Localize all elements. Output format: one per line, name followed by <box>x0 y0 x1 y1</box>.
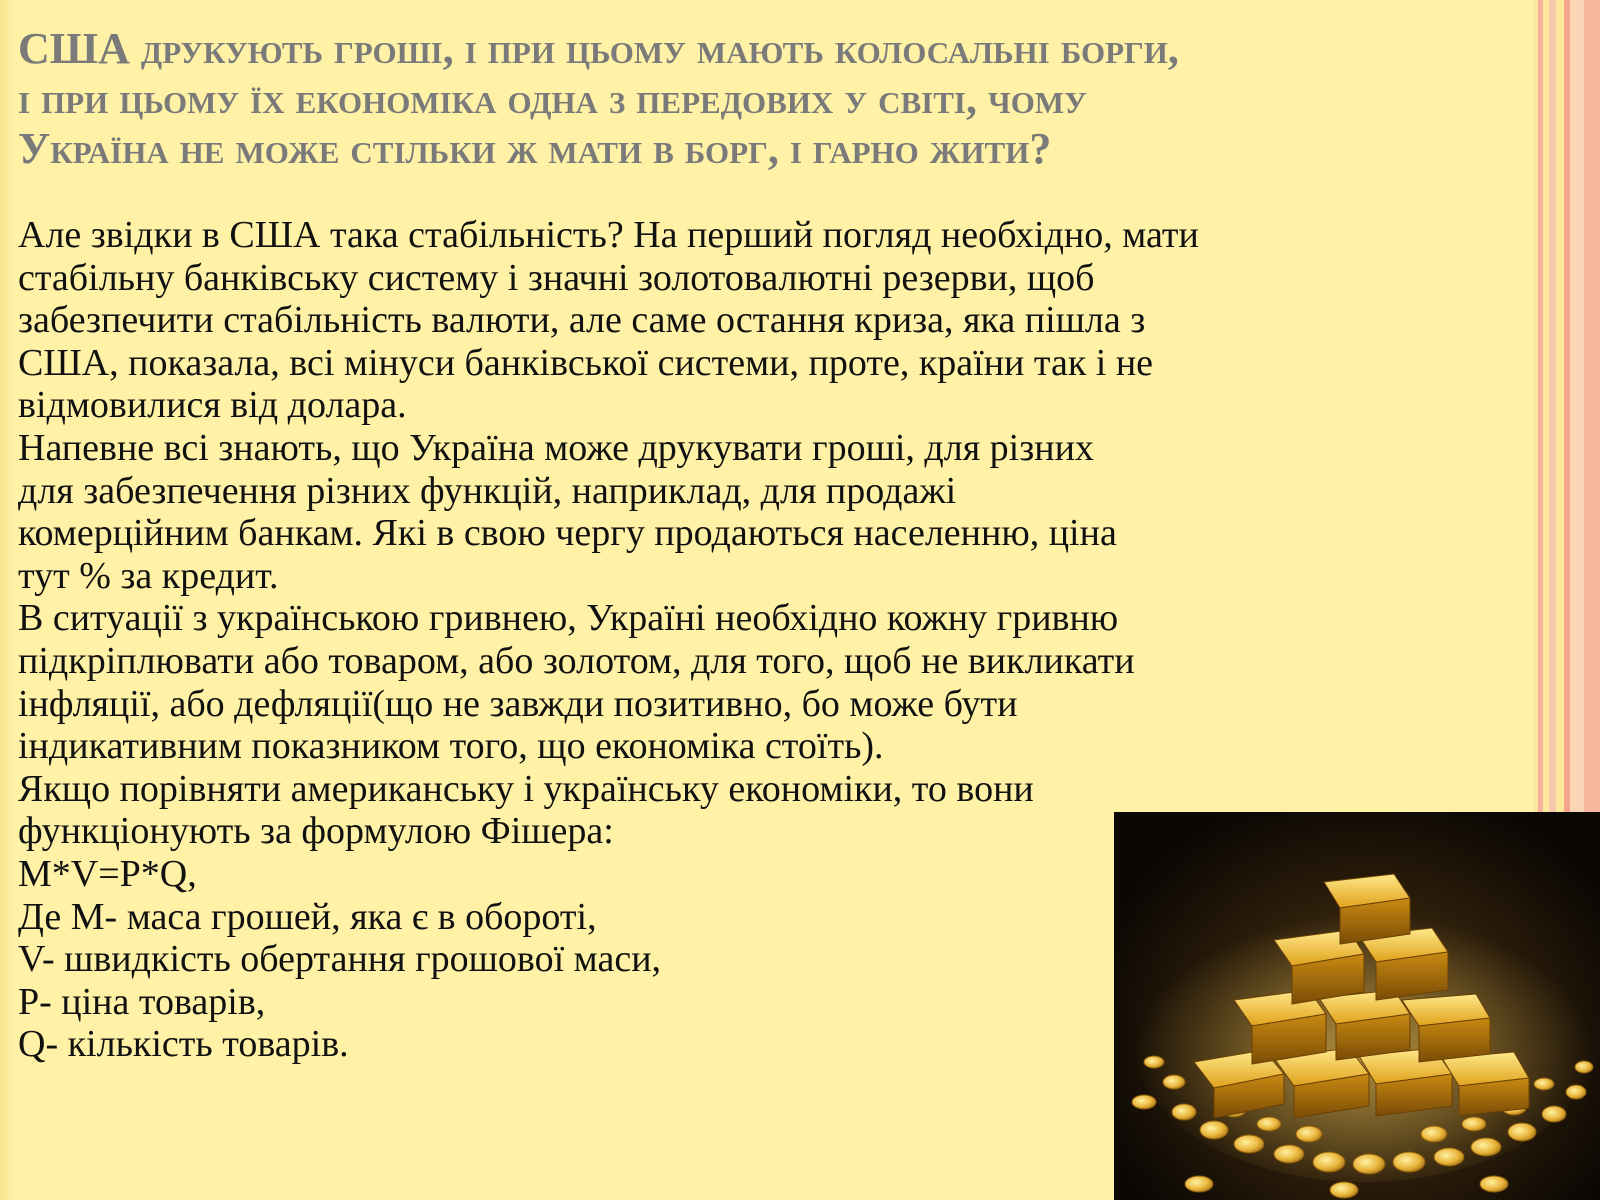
left-border-stripe <box>0 0 16 1200</box>
body-line: забезпечити стабільність валюти, але саме остання криза, яка пішла з <box>18 299 1146 342</box>
body-line: функціонують за формулою Фішера: <box>18 810 614 853</box>
formula-definition: P- ціна товарів, <box>18 980 266 1023</box>
title-line: США друкують гроші, і при цьому мають колосальні борги, <box>18 24 1179 73</box>
body-line: США, показала, всі мінуси банківської системи, проте, країни так і не <box>18 341 1154 384</box>
title-line: Україна не може стільки ж мати в борг, і гарно жити? <box>18 124 1052 173</box>
gold-bars-photo <box>1114 812 1600 1200</box>
title-line: і при цьому їх економіка одна з передових у світі, чому <box>18 74 1087 123</box>
body-line: для забезпечення різних функцій, наприклад, для продажі <box>18 469 957 512</box>
body-line: індикативним показником того, що економіка стоїть). <box>18 725 884 768</box>
formula-definition: V- швидкість обертання грошової маси, <box>18 938 662 981</box>
body-line: Але звідки в США така стабільність? На перший погляд необхідно, мати <box>18 214 1199 256</box>
body-line: підкріплювати або товаром, або золотом, для того, щоб не викликати <box>18 639 1135 682</box>
body-line: тут % за кредит. <box>18 554 279 597</box>
formula-line: M*V=P*Q, <box>18 852 197 895</box>
body-line: стабільну банківську систему і значні золотовалютні резерви, щоб <box>18 256 1095 299</box>
slide-title <box>18 24 1518 174</box>
formula-definition: Q- кількість товарів. <box>18 1023 349 1066</box>
gold-bars-illustration <box>1114 812 1600 1200</box>
body-line: інфляції, або дефляції(що не завжди позитивно, бо може бути <box>18 682 1018 725</box>
body-line: комерційним банкам. Які в свою чергу продаються населенню, ціна <box>18 512 1117 555</box>
formula-definition: Де M- маса грошей, яка є в обороті, <box>18 895 597 938</box>
body-line: відмовилися від долара. <box>18 384 407 427</box>
body-line: В ситуації з українською гривнею, Україні необхідно кожну гривню <box>18 597 1119 640</box>
body-line: Напевне всі знають, що Україна може друкувати гроші, для різних <box>18 426 1094 469</box>
body-line: Якщо порівняти американську і українську економіки, то вони <box>18 767 1034 810</box>
